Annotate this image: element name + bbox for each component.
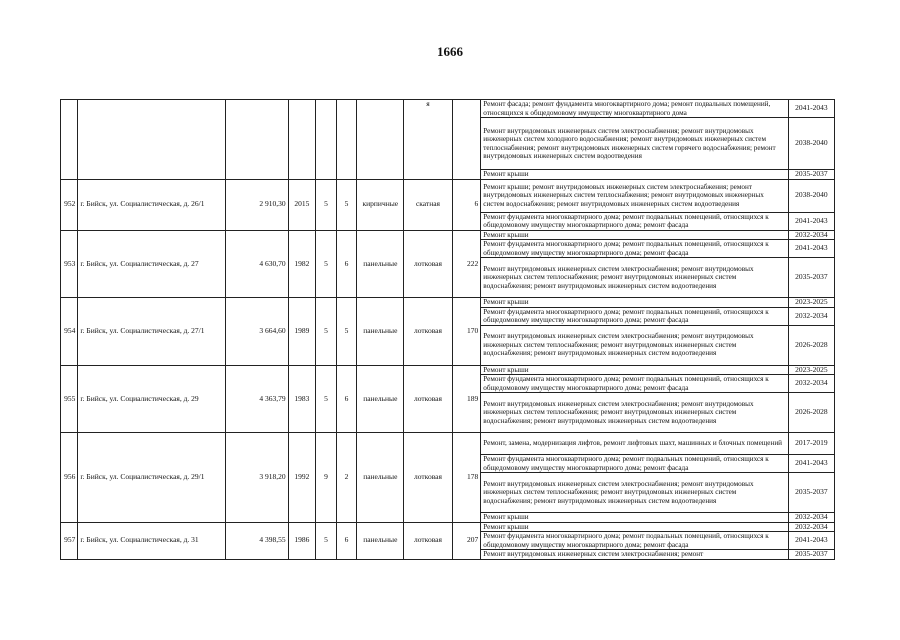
repair-work-cell: Ремонт крыши [481, 298, 789, 308]
table-row [61, 433, 835, 455]
repair-work-cell: Ремонт фундамента многоквартирного дома; ремонт подвальных помещений, относящихся к общедомовому имуществу многоквартирного дома; ремонт фасада [481, 455, 789, 473]
address-cell: г. Бийск, ул. Социалистическая, д. 26/1 [78, 179, 226, 230]
residents-cell: 6 [452, 179, 481, 230]
floors-cell: 5 [316, 365, 337, 433]
repair-work-cell: Ремонт фундамента многоквартирного дома; ремонт подвальных помещений, относящихся к общедомовому имуществу многоквартирного дома; ремонт фасада [481, 375, 789, 393]
repair-work-cell: Ремонт внутридомовых инженерных систем электроснабжения; ремонт [481, 550, 789, 560]
residents-cell: 189 [452, 365, 481, 433]
repair-work-cell: Ремонт крыши; ремонт внутридомовых инженерных систем электроснабжения; ремонт внутридомовых инженерных систем теплоснабжения; ремонт внутридомовых инженерных систем водоснабжения; ремонт внутридомовых инженерных систем водоотведения [481, 179, 789, 212]
row-number-cell: 953 [61, 230, 78, 298]
roof-type-cell: я [404, 100, 452, 180]
roof-type-cell: лотковая [404, 230, 452, 298]
area-cell: 4 398,55 [226, 522, 289, 559]
repair-period-cell: 2032-2034 [788, 375, 834, 393]
housing-repair-table [60, 99, 835, 560]
year-cell: 1986 [288, 522, 316, 559]
table-row [61, 100, 835, 118]
area-cell: 3 918,20 [226, 433, 289, 523]
roof-type-cell: скатная [404, 179, 452, 230]
repair-period-cell: 2041-2043 [788, 455, 834, 473]
repair-work-cell: Ремонт фундамента многоквартирного дома; ремонт подвальных помещений, относящихся к общедомовому имуществу многоквартирного дома; ремонт фасада [481, 212, 789, 230]
repair-period-cell: 2017-2019 [788, 433, 834, 455]
residents-cell: 178 [452, 433, 481, 523]
repair-period-cell: 2026-2028 [788, 393, 834, 433]
repair-period-cell: 2041-2043 [788, 532, 834, 550]
table-row [61, 230, 835, 240]
roof-type-cell: лотковая [404, 365, 452, 433]
repair-period-cell: 2035-2037 [788, 258, 834, 298]
entrances-cell [336, 100, 357, 180]
repair-period-cell: 2041-2043 [788, 240, 834, 258]
year-cell: 1983 [288, 365, 316, 433]
year-cell [288, 100, 316, 180]
repair-period-cell: 2041-2043 [788, 212, 834, 230]
area-cell: 4 630,70 [226, 230, 289, 298]
address-cell: г. Бийск, ул. Социалистическая, д. 29 [78, 365, 226, 433]
repair-work-cell: Ремонт внутридомовых инженерных систем электроснабжения; ремонт внутридомовых инженерных систем холодного водоснабжения; ремонт внутридомовых инженерных систем теплоснабжения; ремонт внутридомовых инженерных систем горячего водоснабжения; ремонт внутридомовых инженерных систем водоотведения [481, 118, 789, 170]
table-row [61, 365, 835, 375]
repair-work-cell: Ремонт крыши [481, 522, 789, 532]
wall-material-cell [357, 100, 404, 180]
wall-material-cell: панельные [357, 298, 404, 366]
area-cell: 4 363,79 [226, 365, 289, 433]
roof-type-cell: лотковая [404, 522, 452, 559]
floors-cell: 9 [316, 433, 337, 523]
repair-period-cell: 2023-2025 [788, 365, 834, 375]
wall-material-cell: кирпичные [357, 179, 404, 230]
repair-period-cell: 2035-2037 [788, 550, 834, 560]
wall-material-cell: панельные [357, 365, 404, 433]
repair-work-cell: Ремонт внутридомовых инженерных систем электроснабжения; ремонт внутридомовых инженерных систем теплоснабжения; ремонт внутридомовых инженерных систем водоснабжения; ремонт внутридомовых инженерных систем водоотведения [481, 258, 789, 298]
address-cell: г. Бийск, ул. Социалистическая, д. 31 [78, 522, 226, 559]
entrances-cell: 6 [336, 522, 357, 559]
row-number-cell: 955 [61, 365, 78, 433]
row-number-cell: 952 [61, 179, 78, 230]
area-cell: 2 910,30 [226, 179, 289, 230]
year-cell: 1992 [288, 433, 316, 523]
entrances-cell: 2 [336, 433, 357, 523]
address-cell: г. Бийск, ул. Социалистическая, д. 27 [78, 230, 226, 298]
roof-type-cell: лотковая [404, 298, 452, 366]
entrances-cell: 6 [336, 365, 357, 433]
wall-material-cell: панельные [357, 522, 404, 559]
table-row [61, 298, 835, 308]
entrances-cell: 6 [336, 230, 357, 298]
row-number-cell: 956 [61, 433, 78, 523]
row-number-cell [61, 100, 78, 180]
repair-period-cell: 2041-2043 [788, 100, 834, 118]
repair-period-cell: 2026-2028 [788, 325, 834, 365]
address-cell [78, 100, 226, 180]
year-cell: 2015 [288, 179, 316, 230]
repair-work-cell: Ремонт внутридомовых инженерных систем электроснабжения; ремонт внутридомовых инженерных систем теплоснабжения; ремонт внутридомовых инженерных систем водоснабжения; ремонт внутридомовых инженерных систем водоотведения [481, 393, 789, 433]
area-cell [226, 100, 289, 180]
repair-period-cell: 2032-2034 [788, 522, 834, 532]
floors-cell: 5 [316, 298, 337, 366]
repair-period-cell: 2032-2034 [788, 513, 834, 523]
floors-cell: 5 [316, 230, 337, 298]
roof-type-cell: лотковая [404, 433, 452, 523]
table-row [61, 522, 835, 532]
repair-period-cell: 2035-2037 [788, 170, 834, 180]
address-cell: г. Бийск, ул. Социалистическая, д. 29/1 [78, 433, 226, 523]
residents-cell: 170 [452, 298, 481, 366]
repair-work-cell: Ремонт фундамента многоквартирного дома; ремонт подвальных помещений, относящихся к общедомовому имуществу многоквартирного дома; ремонт фасада [481, 307, 789, 325]
area-cell: 3 664,60 [226, 298, 289, 366]
row-number-cell: 954 [61, 298, 78, 366]
row-number-cell: 957 [61, 522, 78, 559]
address-cell: г. Бийск, ул. Социалистическая, д. 27/1 [78, 298, 226, 366]
residents-cell: 222 [452, 230, 481, 298]
residents-cell [452, 100, 481, 180]
repair-period-cell: 2032-2034 [788, 307, 834, 325]
table-row [61, 179, 835, 212]
page-number: 1666 [437, 44, 463, 59]
floors-cell: 5 [316, 522, 337, 559]
repair-work-cell: Ремонт внутридомовых инженерных систем электроснабжения; ремонт внутридомовых инженерных систем теплоснабжения; ремонт внутридомовых инженерных систем водоснабжения; ремонт внутридомовых инженерных систем водоотведения [481, 325, 789, 365]
entrances-cell: 5 [336, 179, 357, 230]
repair-work-cell: Ремонт фасада; ремонт фундамента многоквартирного дома; ремонт подвальных помещений, относящихся к общедомовому имуществу многоквартирного дома [481, 100, 789, 118]
repair-work-cell: Ремонт фундамента многоквартирного дома; ремонт подвальных помещений, относящихся к общедомовому имуществу многоквартирного дома; ремонт фасада [481, 240, 789, 258]
repair-period-cell: 2038-2040 [788, 179, 834, 212]
year-cell: 1982 [288, 230, 316, 298]
repair-work-cell: Ремонт крыши [481, 365, 789, 375]
year-cell: 1989 [288, 298, 316, 366]
repair-period-cell: 2038-2040 [788, 118, 834, 170]
repair-work-cell: Ремонт фундамента многоквартирного дома; ремонт подвальных помещений, относящихся к общедомовому имуществу многоквартирного дома; ремонт фасада [481, 532, 789, 550]
wall-material-cell: панельные [357, 433, 404, 523]
floors-cell [316, 100, 337, 180]
repair-period-cell: 2035-2037 [788, 473, 834, 513]
repair-work-cell: Ремонт внутридомовых инженерных систем электроснабжения; ремонт внутридомовых инженерных систем теплоснабжения; ремонт внутридомовых инженерных систем водоснабжения; ремонт внутридомовых инженерных систем водоотведения [481, 473, 789, 513]
residents-cell: 207 [452, 522, 481, 559]
repair-work-cell: Ремонт крыши [481, 170, 789, 180]
entrances-cell: 5 [336, 298, 357, 366]
repair-work-cell: Ремонт крыши [481, 513, 789, 523]
repair-work-cell: Ремонт крыши [481, 230, 789, 240]
repair-period-cell: 2032-2034 [788, 230, 834, 240]
repair-period-cell: 2023-2025 [788, 298, 834, 308]
repair-work-cell: Ремонт, замена, модернизация лифтов, ремонт лифтовых шахт, машинных и блочных помещений [481, 433, 789, 455]
floors-cell: 5 [316, 179, 337, 230]
wall-material-cell: панельные [357, 230, 404, 298]
